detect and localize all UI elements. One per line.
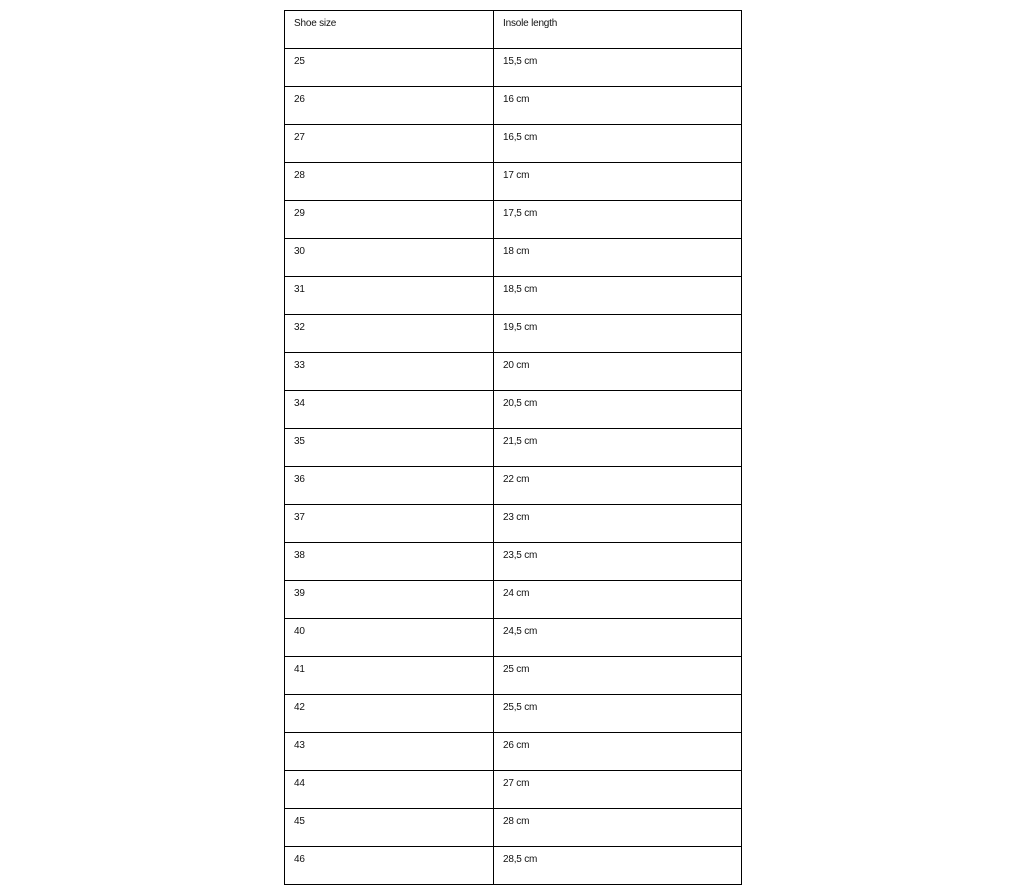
insole-length-cell: 16 cm [494,87,742,125]
table-row [285,87,742,125]
insole-length-cell: 27 cm [494,771,742,809]
insole-length-cell: 15,5 cm [494,49,742,87]
insole-length-cell: 20 cm [494,353,742,391]
header-shoe-size: Shoe size [285,11,494,49]
shoe-size-cell: 37 [285,505,494,543]
table-row [285,619,742,657]
shoe-size-cell: 46 [285,847,494,885]
shoe-size-cell: 41 [285,657,494,695]
table-row [285,505,742,543]
table-row [285,49,742,87]
table-row [285,201,742,239]
shoe-size-cell: 32 [285,315,494,353]
table-row [285,467,742,505]
shoe-size-cell: 36 [285,467,494,505]
table-row [285,125,742,163]
shoe-size-cell: 40 [285,619,494,657]
shoe-size-cell: 34 [285,391,494,429]
shoe-size-cell: 28 [285,163,494,201]
shoe-size-cell: 30 [285,239,494,277]
insole-length-cell: 20,5 cm [494,391,742,429]
insole-length-cell: 28,5 cm [494,847,742,885]
table-row [285,391,742,429]
shoe-size-cell: 31 [285,277,494,315]
table-row [285,543,742,581]
shoe-size-cell: 26 [285,87,494,125]
shoe-size-cell: 44 [285,771,494,809]
table-row [285,315,742,353]
insole-length-cell: 25 cm [494,657,742,695]
insole-length-cell: 21,5 cm [494,429,742,467]
table-row [285,353,742,391]
header-insole-length: Insole length [494,11,742,49]
insole-length-cell: 16,5 cm [494,125,742,163]
shoe-size-cell: 38 [285,543,494,581]
insole-length-cell: 26 cm [494,733,742,771]
size-chart-table [284,10,742,885]
table-row [285,847,742,885]
table-row [285,429,742,467]
insole-length-cell: 17 cm [494,163,742,201]
insole-length-cell: 24,5 cm [494,619,742,657]
table-row [285,733,742,771]
table-row [285,657,742,695]
table-row [285,277,742,315]
shoe-size-cell: 29 [285,201,494,239]
shoe-size-cell: 27 [285,125,494,163]
insole-length-cell: 19,5 cm [494,315,742,353]
table-row [285,581,742,619]
shoe-size-cell: 35 [285,429,494,467]
table-row [285,163,742,201]
insole-length-cell: 18 cm [494,239,742,277]
insole-length-cell: 23 cm [494,505,742,543]
shoe-size-cell: 43 [285,733,494,771]
insole-length-cell: 28 cm [494,809,742,847]
shoe-size-cell: 42 [285,695,494,733]
shoe-size-cell: 25 [285,49,494,87]
shoe-size-cell: 33 [285,353,494,391]
shoe-size-cell: 39 [285,581,494,619]
insole-length-cell: 23,5 cm [494,543,742,581]
shoe-size-cell: 45 [285,809,494,847]
insole-length-cell: 22 cm [494,467,742,505]
table-body [285,49,742,885]
table-row [285,239,742,277]
insole-length-cell: 17,5 cm [494,201,742,239]
insole-length-cell: 24 cm [494,581,742,619]
table-row [285,695,742,733]
table-header-row [285,11,742,49]
insole-length-cell: 25,5 cm [494,695,742,733]
table-row [285,809,742,847]
insole-length-cell: 18,5 cm [494,277,742,315]
table-row [285,771,742,809]
